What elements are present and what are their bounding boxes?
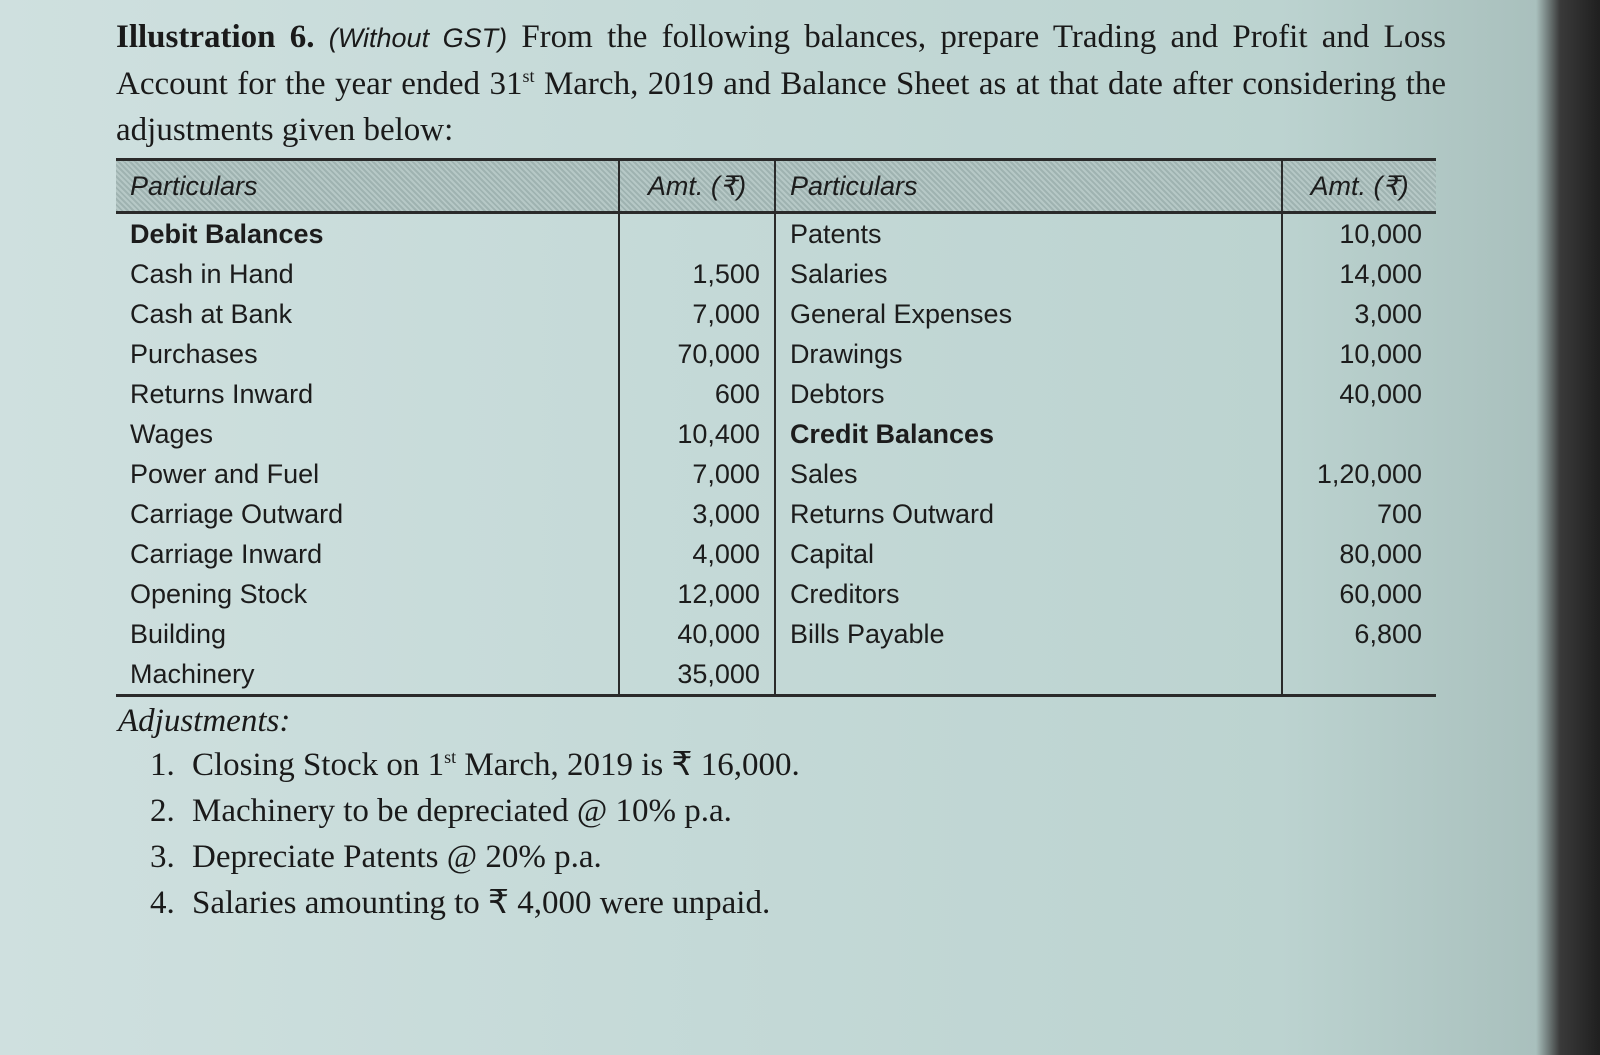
left-amount: 35,000 <box>619 654 775 696</box>
left-amount <box>619 213 775 255</box>
header-particulars-right: Particulars <box>775 160 1282 213</box>
left-amount: 70,000 <box>619 334 775 374</box>
left-amount: 10,400 <box>619 414 775 454</box>
adjustment-sup: st <box>444 747 457 767</box>
table-header-row <box>116 160 1436 213</box>
trial-balance-table <box>116 158 1436 697</box>
right-particular: General Expenses <box>775 294 1282 334</box>
right-amount: 1,20,000 <box>1282 454 1436 494</box>
left-amount: 600 <box>619 374 775 414</box>
left-amount: 3,000 <box>619 494 775 534</box>
adjustment-text-b: March, 2019 is ₹ 16,000. <box>456 747 800 783</box>
left-particular: Wages <box>130 418 214 449</box>
list-item <box>150 834 800 880</box>
right-particular: Sales <box>775 454 1282 494</box>
left-amount: 7,000 <box>619 454 775 494</box>
left-amount: 7,000 <box>619 294 775 334</box>
adjustment-text: Salaries amounting to ₹ 4,000 were unpaid. <box>192 885 771 921</box>
header-amount-right: Amt. (₹) <box>1282 160 1436 213</box>
right-particular: Drawings <box>775 334 1282 374</box>
left-particular: Power and Fuel <box>130 458 320 489</box>
header-particulars-left: Particulars <box>116 160 619 213</box>
right-particular: Bills Payable <box>775 614 1282 654</box>
right-particular: Patents <box>775 213 1282 255</box>
table-row <box>116 254 1436 294</box>
table-row <box>116 334 1436 374</box>
right-amount: 80,000 <box>1282 534 1436 574</box>
adjustment-text: Closing Stock on 1 <box>192 747 445 783</box>
right-amount: 3,000 <box>1282 294 1436 334</box>
left-particular: Cash in Hand <box>130 258 294 289</box>
left-amount: 4,000 <box>619 534 775 574</box>
right-particular: Capital <box>775 534 1282 574</box>
table-row <box>116 574 1436 614</box>
illustration-tag: (Without GST) <box>328 23 508 53</box>
table-row <box>116 614 1436 654</box>
header-amount-left: Amt. (₹) <box>619 160 775 213</box>
adjustment-number: 3. <box>150 839 175 875</box>
right-particular: Returns Outward <box>775 494 1282 534</box>
adjustment-number: 4. <box>150 885 175 921</box>
left-amount: 40,000 <box>619 614 775 654</box>
table-row <box>116 374 1436 414</box>
right-particular <box>775 654 1282 696</box>
left-particular: Carriage Outward <box>130 498 344 529</box>
adjustment-number: 2. <box>150 793 175 829</box>
illustration-sup: st <box>522 66 535 86</box>
right-amount: 6,800 <box>1282 614 1436 654</box>
left-particular: Cash at Bank <box>130 298 293 329</box>
adjustments-title: Adjustments: <box>118 703 291 739</box>
right-particular: Salaries <box>775 254 1282 294</box>
adjustment-number: 1. <box>150 747 175 783</box>
left-particular: Carriage Inward <box>130 538 323 569</box>
left-particular: Debit Balances <box>130 218 324 249</box>
left-particular: Purchases <box>130 338 258 369</box>
right-amount <box>1282 654 1436 696</box>
table-row <box>116 494 1436 534</box>
right-amount: 10,000 <box>1282 213 1436 255</box>
table-row <box>116 414 1436 454</box>
list-item <box>150 880 800 926</box>
table-row <box>116 454 1436 494</box>
table-row <box>116 294 1436 334</box>
list-item <box>150 788 800 834</box>
right-amount: 60,000 <box>1282 574 1436 614</box>
left-amount: 1,500 <box>619 254 775 294</box>
illustration-text-part2: March, 2019 and Balance Sheet as at that date after considering the adjustments given below: <box>116 66 1447 148</box>
right-amount: 700 <box>1282 494 1436 534</box>
right-particular: Debtors <box>775 374 1282 414</box>
illustration-heading <box>116 14 1446 153</box>
left-particular: Building <box>130 618 227 649</box>
adjustment-text: Depreciate Patents @ 20% p.a. <box>192 839 602 875</box>
table-row <box>116 654 1436 696</box>
list-item <box>150 742 800 788</box>
table-row <box>116 213 1436 255</box>
right-amount: 40,000 <box>1282 374 1436 414</box>
illustration-label: Illustration 6. <box>116 19 315 55</box>
adjustments-section <box>118 700 800 926</box>
right-particular: Creditors <box>775 574 1282 614</box>
right-amount: 14,000 <box>1282 254 1436 294</box>
left-particular: Machinery <box>130 658 255 689</box>
table-row <box>116 534 1436 574</box>
adjustment-text: Machinery to be depreciated @ 10% p.a. <box>192 793 732 829</box>
illustration-text-part1: From the following balances, prepare Trading and Profit and Loss Account for the year ended 31 <box>116 19 1446 102</box>
right-particular: Credit Balances <box>775 414 1282 454</box>
right-amount: 10,000 <box>1282 334 1436 374</box>
adjustments-list <box>118 742 800 926</box>
left-particular: Returns Inward <box>130 378 314 409</box>
left-particular: Opening Stock <box>130 578 308 609</box>
left-amount: 12,000 <box>619 574 775 614</box>
right-amount <box>1282 414 1436 454</box>
